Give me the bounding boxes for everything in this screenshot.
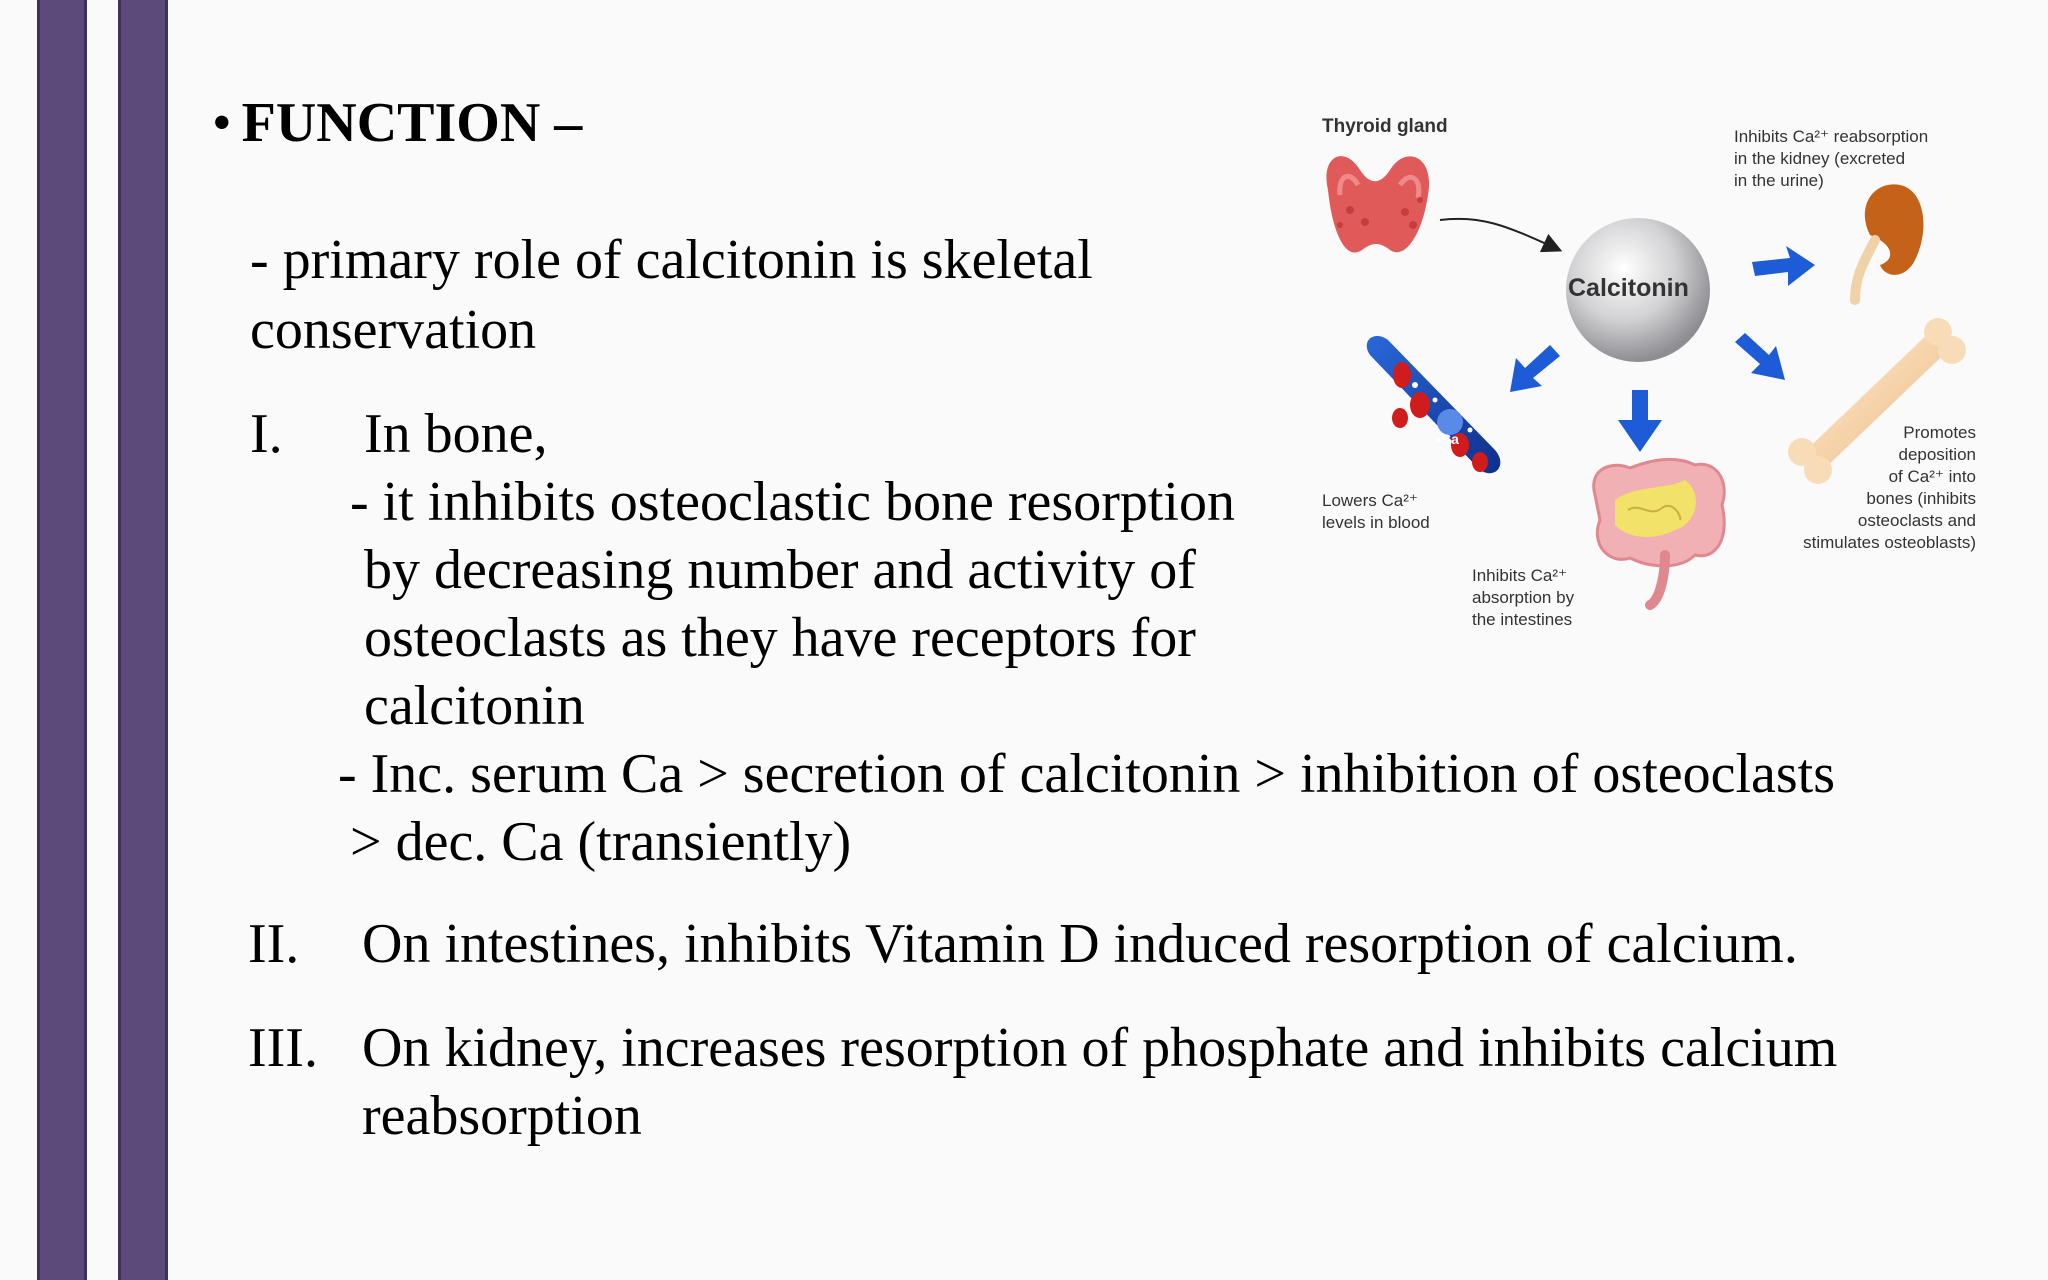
- bone-label-line-2: deposition: [1898, 445, 1976, 464]
- intestine-label-line-1: Inhibits Ca²⁺: [1472, 566, 1567, 585]
- calcitonin-label: Calcitonin: [1568, 274, 1689, 302]
- blood-label-line-1: Lowers Ca²⁺: [1322, 491, 1418, 510]
- intestines-icon: [1594, 459, 1725, 605]
- arrow-to-bone: [1735, 333, 1785, 380]
- bone-label-line-5: osteoclasts and: [1857, 511, 1976, 530]
- item1-line-2: by decreasing number and activity of: [364, 539, 1196, 601]
- slide-heading: [212, 92, 583, 154]
- intestine-label-line-3: the intestines: [1472, 610, 1573, 629]
- primary-role-line-2: conservation: [250, 299, 537, 361]
- item1-line-5: - Inc. serum Ca > secretion of calcitonin > inhibition of osteoclasts: [338, 743, 1836, 805]
- kidney-effect-label: [1734, 126, 1928, 192]
- item2-numeral: II.: [248, 913, 300, 975]
- thyroid-to-calcitonin-arrow: [1440, 219, 1555, 248]
- bone-label-line-3: of Ca²⁺ into: [1888, 467, 1976, 486]
- item1-line-1: - it inhibits osteoclastic bone resorption: [350, 471, 1235, 533]
- arrow-to-kidney: [1752, 246, 1815, 286]
- item1-title: In bone,: [364, 403, 548, 465]
- bone-label-line-4: bones (inhibits: [1866, 489, 1976, 508]
- item1-line-3: osteoclasts as they have receptors for: [364, 607, 1196, 669]
- kidney-label-line-1: Inhibits Ca²⁺ reabsorption: [1734, 127, 1929, 146]
- kidney-label-line-3: in the urine): [1734, 171, 1824, 190]
- heading-text: FUNCTION –: [241, 92, 583, 154]
- blood-vessel-icon: [1367, 336, 1501, 473]
- item3-numeral: III.: [248, 1017, 318, 1079]
- kidney-label-line-2: in the kidney (excreted: [1734, 149, 1906, 168]
- item2-text: On intestines, inhibits Vitamin D induced resorption of calcium.: [362, 913, 1798, 975]
- item3-line-1: On kidney, increases resorption of phosphate and inhibits calcium: [362, 1017, 1838, 1079]
- blood-effect-label: [1322, 490, 1430, 534]
- thyroid-gland-icon: [1326, 156, 1429, 252]
- kidney-icon: [1855, 184, 1923, 300]
- calcitonin-diagram: [1310, 100, 1990, 640]
- blood-label-line-2: levels in blood: [1322, 513, 1430, 532]
- primary-role-line-1: - primary role of calcitonin is skeletal: [250, 229, 1093, 291]
- intestine-effect-label: [1472, 565, 1574, 631]
- bone-effect-label: [1803, 422, 1976, 554]
- intestine-label-line-2: absorption by: [1472, 588, 1575, 607]
- heading-bullet: •: [212, 92, 232, 154]
- arrow-to-blood: [1510, 345, 1560, 392]
- arrow-to-intestine: [1618, 390, 1662, 452]
- bone-label-line-6: stimulates osteoblasts): [1803, 533, 1976, 552]
- item1-line-6: > dec. Ca (transiently): [350, 811, 852, 873]
- item1-numeral: I.: [250, 403, 283, 465]
- item3-line-2: reabsorption: [362, 1085, 642, 1147]
- bone-label-line-1: Promotes: [1903, 423, 1976, 442]
- item1-line-4: calcitonin: [364, 675, 585, 737]
- thyroid-gland-label: Thyroid gland: [1322, 116, 1448, 137]
- blood-ca-symbol: Ca: [1441, 431, 1459, 447]
